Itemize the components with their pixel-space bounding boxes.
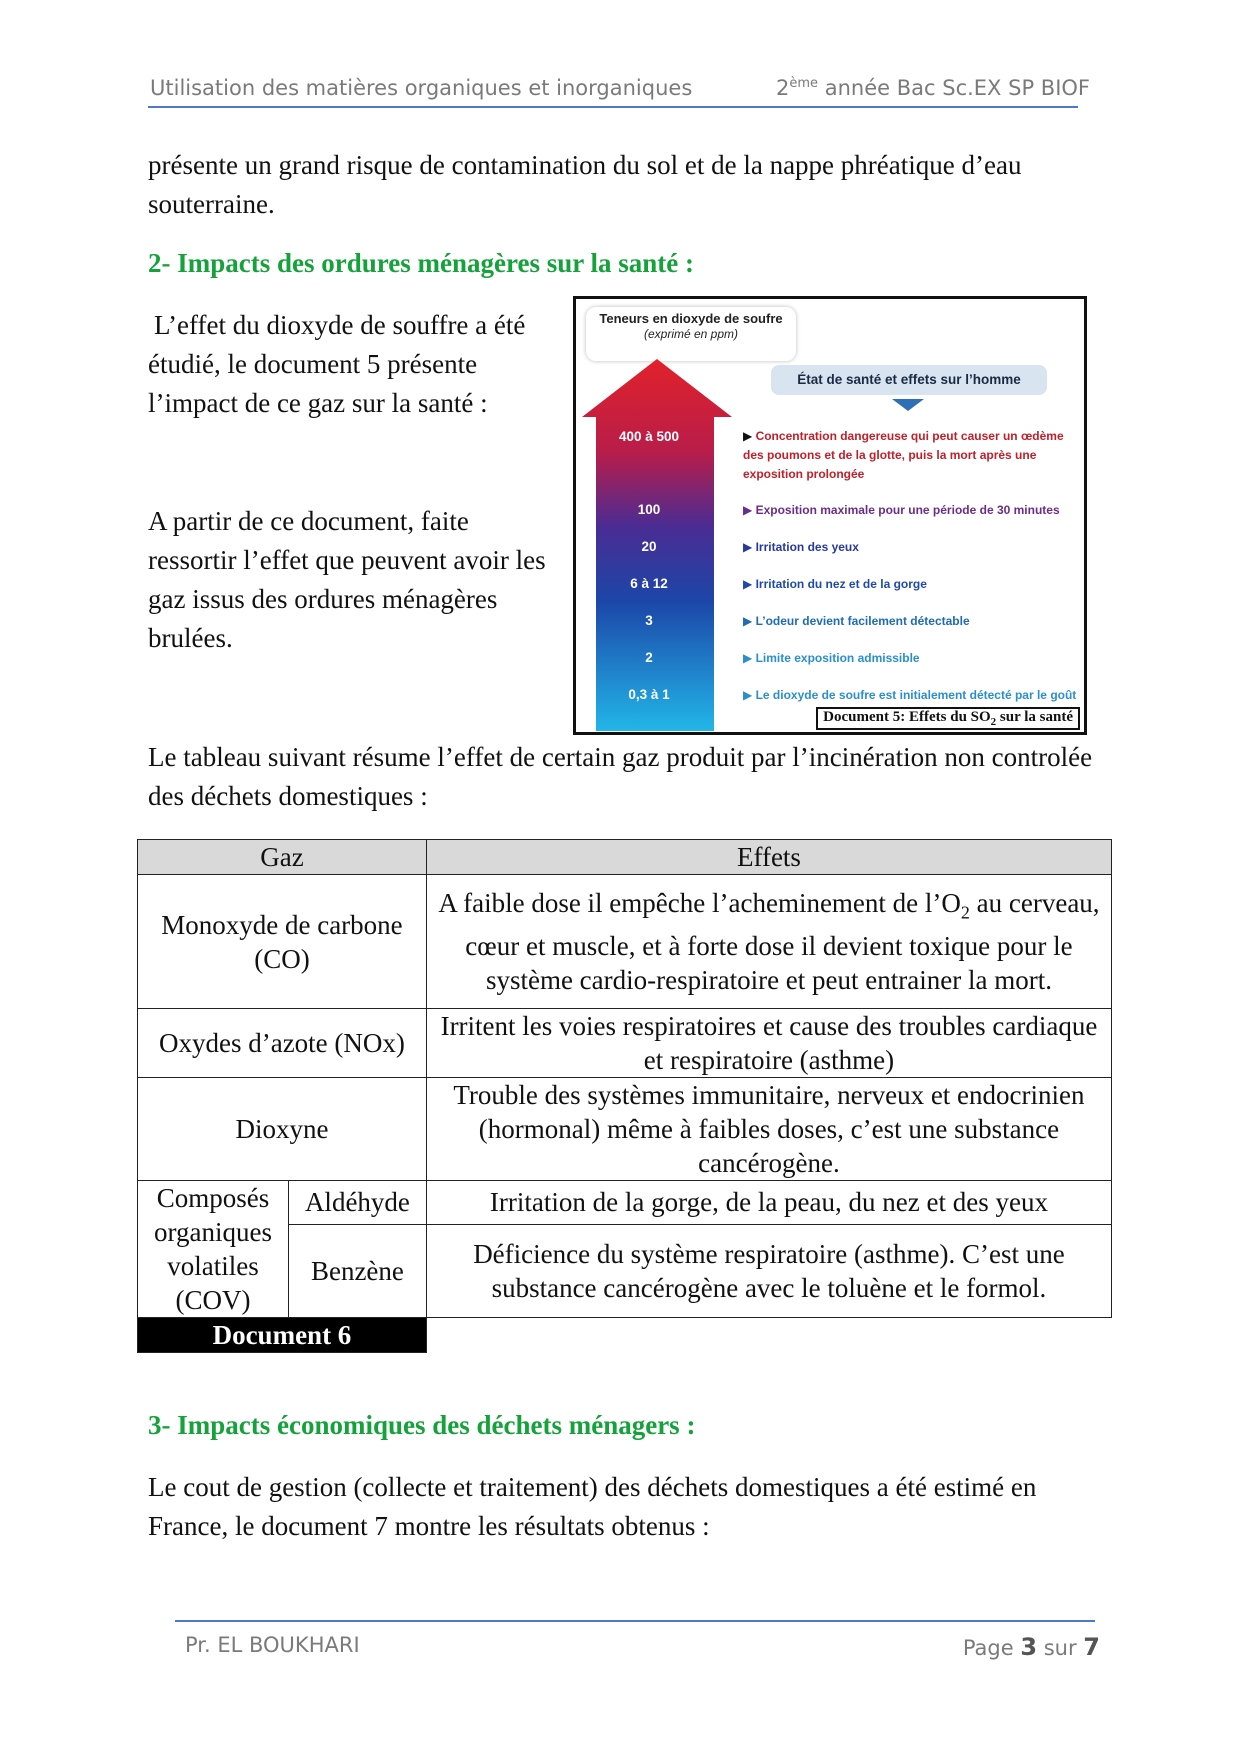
- level-value: 6 à 12: [630, 576, 668, 591]
- gas-effects-table: [137, 839, 1112, 1353]
- figure-state-label: État de santé et effets sur l’homme: [771, 365, 1047, 395]
- pointer-icon: ▶: [743, 429, 756, 443]
- pointer-icon: ▶: [743, 577, 756, 591]
- gas-group-name: Composés organiques volatiles (COV): [138, 1181, 289, 1318]
- blank-cell: [426, 1318, 1111, 1353]
- level-value: 20: [641, 539, 657, 554]
- figure-head: [586, 307, 796, 361]
- pointer-icon: ▶: [743, 614, 756, 628]
- header-class: 2ème année Bac Sc.EX SP BIOF: [776, 76, 1090, 100]
- table-row: [138, 1181, 1112, 1225]
- header-rule: [148, 106, 1078, 108]
- pointer-icon: ▶: [743, 503, 756, 517]
- footer-rule: [175, 1620, 1095, 1622]
- figure-head-sub: (exprimé en ppm): [643, 327, 739, 341]
- gas-subname: Aldéhyde: [288, 1181, 426, 1225]
- table-row: [138, 875, 1112, 1009]
- gas-name: Dioxyne: [138, 1078, 427, 1181]
- header-effets: Effets: [426, 840, 1111, 875]
- level-effect: ▶ Limite exposition admissible: [743, 651, 920, 665]
- gas-effect: Déficience du système respiratoire (asthme). C’est une substance cancérogène avec le toluène et le formol.: [426, 1224, 1111, 1317]
- gas-name: Oxydes d’azote (NOx): [138, 1009, 427, 1078]
- figure-state-pointer: [892, 399, 924, 411]
- level-value: 2: [645, 650, 653, 665]
- level-value: 400 à 500: [618, 429, 680, 444]
- level-value: 3: [645, 613, 653, 628]
- level-value: 100: [637, 502, 661, 517]
- level-effect: ▶ Le dioxyde de soufre est initialement détecté par le goût: [743, 688, 1077, 702]
- footer-author: Pr. EL BOUKHARI: [185, 1633, 360, 1657]
- gas-effect: Trouble des systèmes immunitaire, nerveux et endocrinien (hormonal) même à faibles doses, c’est une substance cancérogène.: [426, 1078, 1111, 1181]
- pointer-icon: ▶: [743, 651, 756, 665]
- section3-title: 3- Impacts économiques des déchets ménagers :: [148, 1410, 696, 1440]
- table-caption-row: [138, 1318, 1112, 1353]
- header-title: Utilisation des matières organiques et inorganiques: [150, 76, 693, 100]
- table-row: [138, 1009, 1112, 1078]
- intro-paragraph: présente un grand risque de contamination du sol et de la nappe phréatique d’eau souterraine.: [148, 150, 1022, 219]
- level-effect: ▶ L’odeur devient facilement détectable: [743, 614, 970, 628]
- footer-page-number: Page 3 sur 7: [962, 1633, 1100, 1661]
- gas-subname: Benzène: [288, 1224, 426, 1317]
- gas-name: Monoxyde de carbone (CO): [138, 875, 427, 1009]
- level-effect: ▶ Exposition maximale pour une période de 30 minutes: [743, 503, 1060, 517]
- level-effect: ▶ Concentration dangereuse qui peut causer un œdème des poumons et de la glotte, puis la mort après une exposition prolongée: [743, 429, 1064, 481]
- level-value: 0,3 à 1: [628, 687, 670, 702]
- table-header-row: [138, 840, 1112, 875]
- table-intro: Le tableau suivant résume l’effet de certain gaz produit par l’incinération non controlée des déchets domestiques :: [148, 742, 1093, 811]
- section2-text2: A partir de ce document, faite ressortir l’effet que peuvent avoir les gaz issus des ordures ménagères brulées.: [148, 506, 546, 653]
- document5-figure: [573, 296, 1087, 735]
- figure-caption: Document 5: Effets du $SO_2$ sur la santé: [816, 707, 1080, 730]
- gas-effect: A faible dose il empêche l’acheminement de $l’O_2$ au cerveau, cœur et muscle, et à forte dose il devient toxique pour le système cardio-respiratoire et peut entrainer la mort.: [426, 875, 1111, 1009]
- section3-text: Le cout de gestion (collecte et traitement) des déchets domestiques a été estimé en France, le document 7 montre les résultats obtenus :: [148, 1472, 1037, 1541]
- gas-effect: Irritent les voies respiratoires et cause des troubles cardiaque et respiratoire (asthme): [426, 1009, 1111, 1078]
- pointer-icon: ▶: [743, 688, 756, 702]
- level-effect: ▶ Irritation des yeux: [743, 540, 859, 554]
- header-gaz: Gaz: [138, 840, 427, 875]
- pointer-icon: ▶: [743, 540, 756, 554]
- level-effect: ▶ Irritation du nez et de la gorge: [743, 577, 927, 591]
- document6-label: Document 6: [138, 1318, 427, 1353]
- section2-title: 2- Impacts des ordures ménagères sur la santé :: [148, 248, 694, 278]
- table-row: [138, 1078, 1112, 1181]
- gas-effect: Irritation de la gorge, de la peau, du nez et des yeux: [426, 1181, 1111, 1225]
- section2-text1: L’effet du dioxyde de souffre a été étudié, le document 5 présente l’impact de ce gaz sur la santé :: [148, 310, 526, 418]
- figure-head-title: Teneurs en dioxyde de soufre: [599, 311, 783, 326]
